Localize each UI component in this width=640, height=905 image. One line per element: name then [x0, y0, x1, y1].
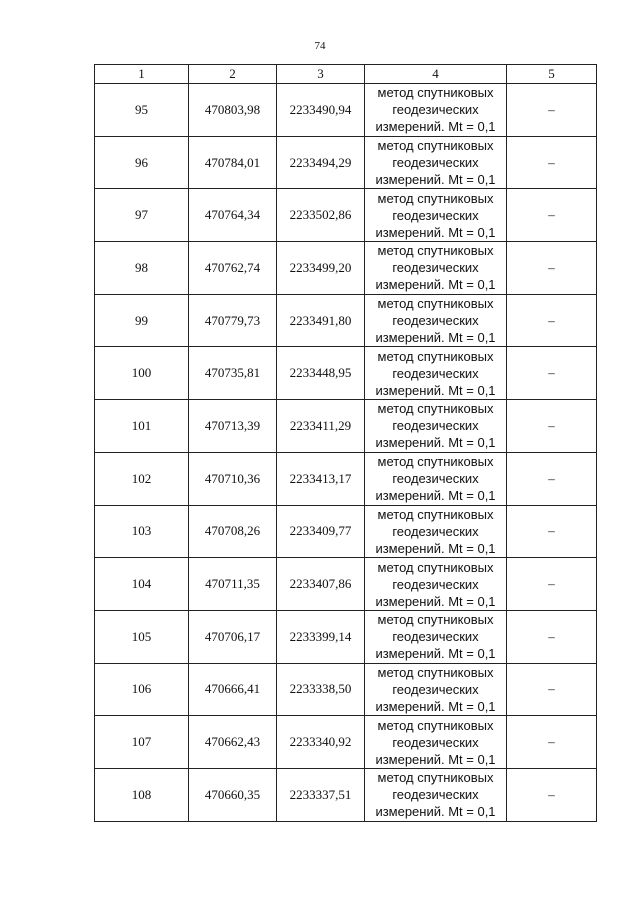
point-number-cell: 100: [95, 347, 189, 400]
x-coordinate-cell: 470735,81: [189, 347, 277, 400]
y-coordinate-cell: 2233409,77: [277, 505, 365, 558]
method-text-line: метод спутниковых: [377, 506, 494, 522]
note-cell: –: [507, 610, 597, 663]
method-text-line: метод спутниковых: [377, 243, 494, 259]
method-text-line: геодезических: [392, 365, 479, 381]
method-text-line: измерений. Mt = 0,1: [375, 804, 496, 820]
method-text-line: измерений. Mt = 0,1: [375, 277, 496, 293]
x-coordinate-cell: 470803,98: [189, 84, 277, 137]
note-cell: –: [507, 768, 597, 821]
method-text-line: геодезических: [392, 734, 479, 750]
method-text-line: геодезических: [392, 681, 479, 697]
x-coordinate-cell: 470784,01: [189, 136, 277, 189]
method-cell: [365, 189, 507, 242]
note-cell: –: [507, 716, 597, 769]
y-coordinate-cell: 2233499,20: [277, 242, 365, 295]
method-text-line: метод спутниковых: [377, 559, 494, 575]
table-row: [95, 242, 597, 295]
point-number-cell: 107: [95, 716, 189, 769]
method-cell: [365, 768, 507, 821]
x-coordinate-cell: 470779,73: [189, 294, 277, 347]
table-row: [95, 558, 597, 611]
point-number-cell: 106: [95, 663, 189, 716]
x-coordinate-cell: 470762,74: [189, 242, 277, 295]
y-coordinate-cell: 2233491,80: [277, 294, 365, 347]
method-cell: [365, 610, 507, 663]
note-cell: –: [507, 294, 597, 347]
method-text-line: геодезических: [392, 102, 479, 118]
x-coordinate-cell: 470711,35: [189, 558, 277, 611]
table-row: [95, 189, 597, 242]
method-text-line: измерений. Mt = 0,1: [375, 593, 496, 609]
method-text-line: измерений. Mt = 0,1: [375, 698, 496, 714]
note-cell: –: [507, 84, 597, 137]
y-coordinate-cell: 2233448,95: [277, 347, 365, 400]
note-cell: –: [507, 136, 597, 189]
method-cell: [365, 294, 507, 347]
method-text-line: геодезических: [392, 313, 479, 329]
column-header: 2: [189, 65, 277, 84]
x-coordinate-cell: 470713,39: [189, 400, 277, 453]
y-coordinate-cell: 2233502,86: [277, 189, 365, 242]
note-cell: –: [507, 558, 597, 611]
table-header-row: [95, 65, 597, 84]
method-text-line: измерений. Mt = 0,1: [375, 646, 496, 662]
point-number-cell: 105: [95, 610, 189, 663]
table-row: [95, 505, 597, 558]
column-header: 5: [507, 65, 597, 84]
method-text-line: измерений. Mt = 0,1: [375, 540, 496, 556]
method-text-line: измерений. Mt = 0,1: [375, 224, 496, 240]
method-text-line: метод спутниковых: [377, 85, 494, 101]
column-header: 3: [277, 65, 365, 84]
note-cell: –: [507, 505, 597, 558]
method-text-line: геодезических: [392, 155, 479, 171]
method-text-line: измерений. Mt = 0,1: [375, 751, 496, 767]
point-number-cell: 104: [95, 558, 189, 611]
table-row: [95, 294, 597, 347]
column-header: 4: [365, 65, 507, 84]
table-row: [95, 136, 597, 189]
x-coordinate-cell: 470706,17: [189, 610, 277, 663]
method-cell: [365, 452, 507, 505]
method-cell: [365, 400, 507, 453]
x-coordinate-cell: 470764,34: [189, 189, 277, 242]
point-number-cell: 103: [95, 505, 189, 558]
method-text-line: измерений. Mt = 0,1: [375, 435, 496, 451]
method-text-line: геодезических: [392, 418, 479, 434]
y-coordinate-cell: 2233340,92: [277, 716, 365, 769]
x-coordinate-cell: 470710,36: [189, 452, 277, 505]
table-row: [95, 452, 597, 505]
method-text-line: измерений. Mt = 0,1: [375, 119, 496, 135]
table-row: [95, 610, 597, 663]
table-row: [95, 768, 597, 821]
method-cell: [365, 505, 507, 558]
method-text-line: геодезических: [392, 260, 479, 276]
y-coordinate-cell: 2233337,51: [277, 768, 365, 821]
method-text-line: измерений. Mt = 0,1: [375, 488, 496, 504]
point-number-cell: 95: [95, 84, 189, 137]
method-text-line: метод спутниковых: [377, 296, 494, 312]
note-cell: –: [507, 242, 597, 295]
method-cell: [365, 84, 507, 137]
method-text-line: метод спутниковых: [377, 138, 494, 154]
y-coordinate-cell: 2233490,94: [277, 84, 365, 137]
y-coordinate-cell: 2233399,14: [277, 610, 365, 663]
method-text-line: измерений. Mt = 0,1: [375, 382, 496, 398]
y-coordinate-cell: 2233494,29: [277, 136, 365, 189]
method-text-line: метод спутниковых: [377, 664, 494, 680]
method-text-line: метод спутниковых: [377, 770, 494, 786]
point-number-cell: 96: [95, 136, 189, 189]
method-text-line: метод спутниковых: [377, 348, 494, 364]
method-text-line: измерений. Mt = 0,1: [375, 330, 496, 346]
point-number-cell: 101: [95, 400, 189, 453]
method-cell: [365, 663, 507, 716]
method-cell: [365, 136, 507, 189]
method-text-line: геодезических: [392, 523, 479, 539]
method-text-line: геодезических: [392, 471, 479, 487]
method-text-line: геодезических: [392, 207, 479, 223]
table-row: [95, 663, 597, 716]
note-cell: –: [507, 347, 597, 400]
method-text-line: метод спутниковых: [377, 401, 494, 417]
point-number-cell: 98: [95, 242, 189, 295]
y-coordinate-cell: 2233338,50: [277, 663, 365, 716]
method-cell: [365, 347, 507, 400]
note-cell: –: [507, 663, 597, 716]
method-cell: [365, 242, 507, 295]
table-row: [95, 347, 597, 400]
method-text-line: измерений. Mt = 0,1: [375, 172, 496, 188]
x-coordinate-cell: 470662,43: [189, 716, 277, 769]
note-cell: –: [507, 400, 597, 453]
method-text-line: метод спутниковых: [377, 717, 494, 733]
point-number-cell: 99: [95, 294, 189, 347]
note-cell: –: [507, 189, 597, 242]
point-number-cell: 102: [95, 452, 189, 505]
method-text-line: геодезических: [392, 629, 479, 645]
table-body: [95, 84, 597, 822]
page-number: 74: [314, 40, 326, 52]
note-cell: –: [507, 452, 597, 505]
method-cell: [365, 558, 507, 611]
table-row: [95, 400, 597, 453]
y-coordinate-cell: 2233407,86: [277, 558, 365, 611]
method-text-line: метод спутниковых: [377, 612, 494, 628]
x-coordinate-cell: 470660,35: [189, 768, 277, 821]
coordinates-table: [94, 64, 597, 822]
x-coordinate-cell: 470708,26: [189, 505, 277, 558]
table-row: [95, 716, 597, 769]
y-coordinate-cell: 2233413,17: [277, 452, 365, 505]
point-number-cell: 97: [95, 189, 189, 242]
method-cell: [365, 716, 507, 769]
method-text-line: метод спутниковых: [377, 454, 494, 470]
method-text-line: геодезических: [392, 576, 479, 592]
column-header: 1: [95, 65, 189, 84]
method-text-line: геодезических: [392, 787, 479, 803]
table-row: [95, 84, 597, 137]
method-text-line: метод спутниковых: [377, 190, 494, 206]
y-coordinate-cell: 2233411,29: [277, 400, 365, 453]
x-coordinate-cell: 470666,41: [189, 663, 277, 716]
point-number-cell: 108: [95, 768, 189, 821]
